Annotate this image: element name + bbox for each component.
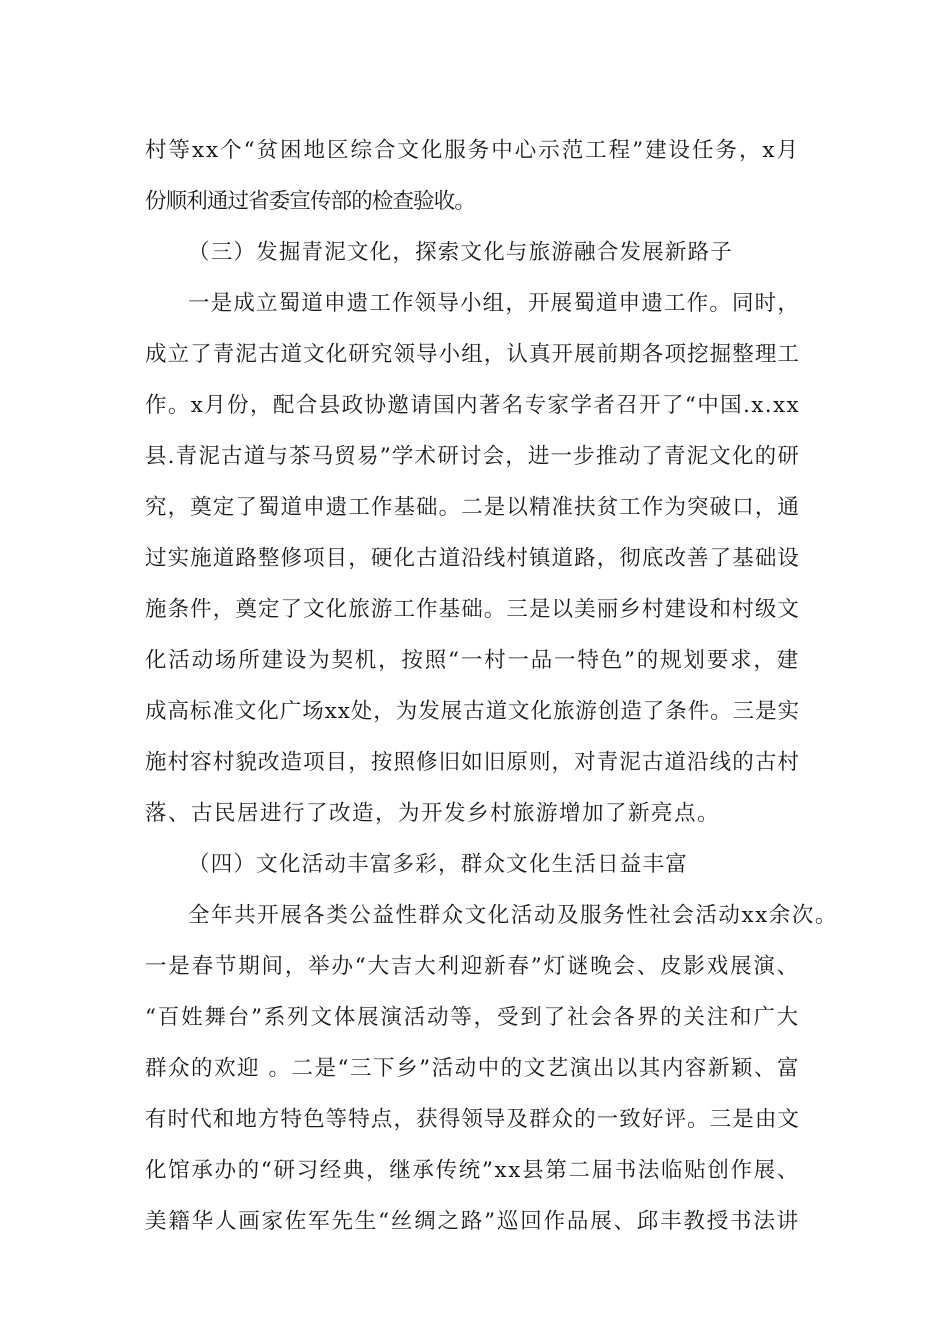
text-line: 成立了青泥古道文化研究领导小组，认真开展前期各项挖掘整理工 bbox=[145, 342, 800, 367]
text-line: “百姓舞台”系列文体展演活动等，受到了社会各界的关注和广大 bbox=[145, 1005, 800, 1030]
text-line: 一是成立蜀道申遗工作领导小组，开展蜀道申遗工作。同时， bbox=[188, 291, 800, 316]
text-line: 成高标准文化广场xx处，为发展古道文化旅游创造了条件。三是实 bbox=[145, 699, 800, 724]
text-line: 化馆承办的“研习经典，继承传统”xx县第二届书法临贴创作展、 bbox=[145, 1158, 800, 1183]
text-line: 落、古民居进行了改造，为开发乡村旅游增加了新亮点。 bbox=[145, 801, 720, 826]
text-line: 作。x月份，配合县政协邀请国内著名专家学者召开了“中国.x.xx bbox=[145, 393, 800, 418]
text-line: 份顺利通过省委宣传部的检查验收。 bbox=[145, 189, 475, 214]
text-line: 究，奠定了蜀道申遗工作基础。二是以精准扶贫工作为突破口，通 bbox=[145, 495, 800, 520]
text-line: 全年共开展各类公益性群众文化活动及服务性社会活动xx余次。 bbox=[188, 903, 838, 928]
text-line: 有时代和地方特色等特点，获得领导及群众的一致好评。三是由文 bbox=[145, 1107, 800, 1132]
text-line: 一是春节期间，举办“大吉大利迎新春”灯谜晚会、皮影戏展演、 bbox=[145, 954, 800, 979]
section-heading: （四）文化活动丰富多彩，群众文化生活日益丰富 bbox=[188, 852, 688, 877]
section-heading: （三）发掘青泥文化，探索文化与旅游融合发展新路子 bbox=[188, 240, 733, 265]
text-line: 村等xx个“贫困地区综合文化服务中心示范工程”建设任务，x月 bbox=[145, 138, 800, 163]
text-line: 美籍华人画家佐军先生“丝绸之路”巡回作品展、邱丰教授书法讲 bbox=[145, 1209, 800, 1234]
text-line: 县.青泥古道与茶马贸易”学术研讨会，进一步推动了青泥文化的研 bbox=[145, 444, 800, 469]
text-line: 施条件，奠定了文化旅游工作基础。三是以美丽乡村建设和村级文 bbox=[145, 597, 800, 622]
text-line: 施村容村貌改造项目，按照修旧如旧原则，对青泥古道沿线的古村 bbox=[145, 750, 800, 775]
text-line: 群众的欢迎 。二是“三下乡”活动中的文艺演出以其内容新颖、富 bbox=[145, 1056, 800, 1081]
text-line: 化活动场所建设为契机，按照“一村一品一特色”的规划要求，建 bbox=[145, 648, 800, 673]
text-line: 过实施道路整修项目，硬化古道沿线村镇道路，彻底改善了基础设 bbox=[145, 546, 800, 571]
